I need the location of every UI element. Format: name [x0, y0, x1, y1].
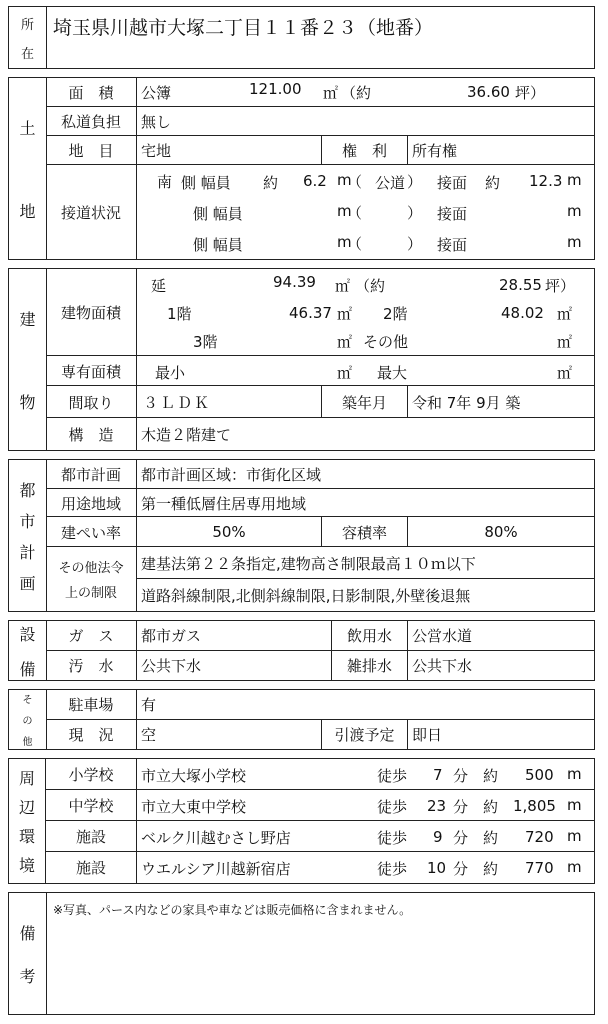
planning-zoning-value: 第一種低層住居専用地域 [136, 489, 594, 517]
facilities-sewage-label: 汚 水 [68, 657, 114, 675]
land-area-registry: 公簿 [141, 84, 172, 102]
surroundings-approx-label: 約 [483, 829, 499, 847]
road-paren-close: ） [407, 235, 423, 253]
road-frontage-label: 接面 [437, 174, 468, 192]
location-value: 埼玉県川越市大塚二丁目１１番２３（地番） [53, 17, 434, 39]
building-total-label: 延 [151, 277, 167, 295]
other-header-char: そ [22, 695, 33, 706]
remarks-text: ※写真、パース内などの家具や車などは販売価格に含まれません。 [53, 903, 412, 917]
other-parking-value: 有 [136, 690, 594, 719]
building-f1-unit: ㎡ [337, 305, 353, 323]
road-paren-close: ） [407, 204, 423, 222]
surroundings-approx-label: 約 [483, 860, 499, 878]
surroundings-row [46, 820, 594, 852]
road-side-width: 側 幅員 [193, 236, 243, 254]
remarks-header [9, 893, 47, 1014]
building-built-value: 令和 7年 9月 築 [407, 386, 594, 418]
planning-header [9, 460, 47, 611]
planning-other-divider [137, 578, 594, 579]
building-exclusive-cell [136, 356, 594, 386]
land-area-row [46, 78, 594, 106]
facilities-header-char: 備 [19, 659, 36, 679]
remarks-header-char: 考 [19, 966, 36, 986]
road-side-width: 側 幅員 [193, 205, 243, 223]
road-frontage-yaku: 約 [485, 174, 501, 192]
facilities-header-char: 設 [19, 624, 36, 644]
land-area-cell [136, 78, 594, 106]
building-layout-label: 間取り [68, 393, 114, 412]
road-row [137, 165, 594, 196]
land-private-road-label: 私道負担 [60, 113, 121, 131]
facilities-block [8, 620, 595, 681]
facilities-drain-value: 公共下水 [407, 651, 594, 680]
planning-city-plan-label: 都市計画 [60, 465, 121, 484]
building-total-unit: ㎡ [335, 277, 351, 295]
location-header-char: 在 [20, 46, 34, 62]
land-road-rows [136, 165, 594, 259]
remarks-block [8, 892, 595, 1015]
planning-other-value: 道路斜線制限,北側斜線制限,日影制限,外壁後退無 [141, 587, 471, 605]
surroundings-unit: m [567, 827, 582, 845]
building-total-tsubo-close: 坪） [545, 277, 576, 295]
road-paren-open: （ [347, 235, 363, 253]
surroundings-minutes: 9 [433, 828, 443, 846]
planning-ratio-row [46, 516, 594, 547]
building-layout-row [46, 385, 594, 418]
land-road-label: 接道状況 [60, 203, 121, 222]
planning-zoning-row [46, 488, 594, 517]
surroundings-min-label: 分 [453, 798, 469, 816]
planning-city-plan-value: 都市計画区域：市街化区域 [136, 460, 594, 488]
surroundings-header-char: 辺 [18, 798, 35, 817]
other-status-row [46, 719, 594, 749]
building-exclusive-row [46, 355, 594, 386]
remarks-header-char: 備 [19, 923, 36, 943]
other-handover-label: 引渡予定 [321, 720, 407, 749]
surroundings-unit: m [567, 796, 582, 814]
surroundings-block [8, 758, 595, 884]
land-private-road-row [46, 106, 594, 136]
location-header [9, 7, 47, 68]
land-rights-label: 権 利 [321, 136, 407, 165]
road-side-width: 側 幅員 [181, 174, 231, 192]
road-frontage-unit: m [567, 233, 582, 251]
surroundings-walk-label: 徒歩 [377, 798, 408, 816]
building-other-unit: ㎡ [557, 333, 573, 351]
surroundings-item-cell [136, 852, 594, 883]
land-block [8, 77, 595, 260]
surroundings-item-cell [136, 821, 594, 852]
building-f1-label: 1階 [167, 305, 192, 323]
planning-block [8, 459, 595, 612]
facilities-sewage-value: 公共下水 [136, 651, 331, 680]
building-floor-area-cell [136, 269, 594, 355]
road-type: 公道 [375, 174, 406, 192]
road-row [137, 227, 594, 258]
building-structure-label: 構 造 [68, 425, 114, 444]
surroundings-minutes: 7 [433, 766, 443, 784]
other-handover-value: 即日 [407, 720, 594, 749]
planning-bcr-value: 50% [136, 517, 321, 547]
other-header [9, 690, 47, 749]
facilities-header [9, 621, 47, 680]
planning-header-char: 画 [19, 573, 36, 593]
building-total-approx: （約 [355, 277, 386, 295]
building-f2-label: 2階 [383, 305, 408, 323]
planning-far-value: 80% [407, 517, 594, 547]
surroundings-item-name: 市立大東中学校 [141, 798, 247, 816]
surroundings-item-name: ウエルシア川越新宿店 [141, 860, 291, 878]
building-min-unit: ㎡ [337, 364, 353, 382]
planning-other-label-line: その他法令 [58, 561, 124, 576]
road-row [137, 196, 594, 227]
other-status-label: 現 況 [68, 726, 114, 744]
land-category-value: 宅地 [136, 136, 321, 165]
building-structure-row [46, 417, 594, 450]
building-f2-unit: ㎡ [557, 305, 573, 323]
planning-other-label [46, 547, 136, 611]
surroundings-item-cell [136, 790, 594, 821]
land-header [9, 78, 47, 259]
land-category-label: 地 目 [68, 142, 114, 160]
facilities-water-value: 公営水道 [407, 621, 594, 650]
road-direction: 南 [157, 173, 173, 191]
planning-city-plan-row [46, 460, 594, 488]
surroundings-unit: m [567, 858, 582, 876]
planning-header-char: 市 [19, 511, 36, 531]
building-built-label: 築年月 [321, 386, 407, 418]
land-area-m2: 121.00 [249, 80, 302, 98]
building-f3-label: 3階 [193, 333, 218, 351]
facilities-water-label: 飲用水 [331, 621, 407, 650]
building-min-label: 最小 [155, 364, 186, 382]
road-frontage-unit: m [567, 171, 582, 189]
building-header [9, 269, 47, 450]
surroundings-row [46, 851, 594, 883]
road-unit: m [337, 233, 352, 251]
surroundings-minutes: 23 [427, 797, 447, 815]
planning-other-section [46, 546, 594, 611]
surroundings-min-label: 分 [453, 767, 469, 785]
land-rights-value: 所有権 [407, 136, 594, 165]
building-exclusive-label: 専有面積 [60, 362, 121, 381]
building-header-char: 物 [19, 392, 36, 412]
road-paren-open: （ [347, 204, 363, 222]
facilities-sewage-row [46, 650, 594, 680]
planning-other-label-line: 上の制限 [64, 586, 117, 601]
road-unit: m [337, 171, 352, 189]
planning-header-char: 都 [19, 480, 36, 500]
building-layout-value: ３ＬＤＫ [136, 386, 321, 418]
road-yaku: 約 [263, 174, 279, 192]
other-status-value: 空 [136, 720, 321, 749]
surroundings-item-cell [136, 759, 594, 789]
other-parking-row [46, 690, 594, 719]
road-paren-open: （ [347, 173, 363, 191]
building-f2-m2: 48.02 [501, 304, 544, 322]
land-private-road-value: 無し [136, 107, 594, 136]
land-area-label: 面 積 [68, 83, 114, 102]
surroundings-row [46, 759, 594, 789]
planning-other-value: 建基法第２２条指定,建物高さ制限最高１０ｍ以下 [141, 555, 476, 573]
surroundings-header-char: 境 [18, 856, 35, 875]
surroundings-minutes: 10 [427, 859, 447, 877]
planning-other-cell [136, 547, 594, 611]
location-header-char: 所 [20, 17, 34, 33]
land-area-unit: ㎡ [323, 84, 339, 102]
surroundings-item-name: 市立大塚小学校 [141, 767, 247, 785]
surroundings-distance: 770 [525, 859, 554, 877]
building-total-m2: 94.39 [273, 273, 316, 291]
surroundings-item-label: 施設 [75, 828, 106, 846]
planning-bcr-label: 建ぺい率 [60, 523, 121, 542]
land-header-char: 土 [19, 118, 36, 138]
surroundings-distance: 1,805 [513, 797, 556, 815]
building-floor-area-label: 建物面積 [60, 303, 121, 322]
land-road-section [46, 164, 594, 259]
surroundings-item-label: 小学校 [68, 765, 114, 784]
building-structure-value: 木造２階建て [136, 418, 594, 450]
building-floor-area-section [46, 269, 594, 355]
other-block [8, 689, 595, 750]
road-width: 6.2 [303, 172, 327, 190]
facilities-drain-label: 雑排水 [331, 651, 407, 680]
building-max-label: 最大 [377, 364, 408, 382]
building-f3-unit: ㎡ [337, 333, 353, 351]
surroundings-min-label: 分 [453, 860, 469, 878]
building-f1-m2: 46.37 [289, 304, 332, 322]
building-max-unit: ㎡ [557, 364, 573, 382]
building-total-tsubo: 28.55 [499, 276, 542, 294]
surroundings-walk-label: 徒歩 [377, 767, 408, 785]
land-area-tsubo-close: 坪） [515, 84, 546, 102]
surroundings-walk-label: 徒歩 [377, 860, 408, 878]
land-header-char: 地 [19, 201, 36, 221]
road-frontage: 12.3 [529, 172, 563, 190]
surroundings-item-label: 施設 [75, 859, 106, 877]
surroundings-row [46, 789, 594, 821]
surroundings-item-label: 中学校 [68, 797, 114, 815]
road-frontage-label: 接面 [437, 236, 468, 254]
facilities-gas-label: ガ ス [68, 627, 114, 645]
location-block [8, 6, 595, 69]
surroundings-walk-label: 徒歩 [377, 829, 408, 847]
surroundings-header-char: 周 [18, 769, 35, 788]
building-block [8, 268, 595, 451]
other-header-char: の [22, 716, 33, 727]
road-paren-close: ） [407, 173, 423, 191]
road-frontage-label: 接面 [437, 205, 468, 223]
road-frontage-unit: m [567, 202, 582, 220]
other-header-char: 他 [22, 737, 33, 748]
building-header-char: 建 [19, 309, 36, 329]
surroundings-item-name: ベルク川越むさし野店 [141, 829, 291, 847]
surroundings-approx-label: 約 [483, 798, 499, 816]
building-other-label: その他 [363, 333, 409, 351]
planning-header-char: 計 [19, 542, 36, 562]
surroundings-min-label: 分 [453, 829, 469, 847]
planning-far-label: 容積率 [321, 517, 407, 547]
surroundings-distance: 720 [525, 828, 554, 846]
land-area-approx: （約 [341, 84, 372, 102]
other-parking-label: 駐車場 [68, 696, 114, 714]
road-unit: m [337, 202, 352, 220]
surroundings-header [9, 759, 46, 883]
surroundings-approx-label: 約 [483, 767, 499, 785]
facilities-gas-row [46, 621, 594, 650]
surroundings-header-char: 環 [18, 827, 35, 846]
land-category-row [46, 135, 594, 165]
facilities-gas-value: 都市ガス [136, 621, 331, 650]
planning-zoning-label: 用途地域 [60, 494, 121, 513]
surroundings-unit: m [567, 765, 582, 783]
land-area-tsubo: 36.60 [467, 83, 510, 101]
surroundings-distance: 500 [525, 766, 554, 784]
